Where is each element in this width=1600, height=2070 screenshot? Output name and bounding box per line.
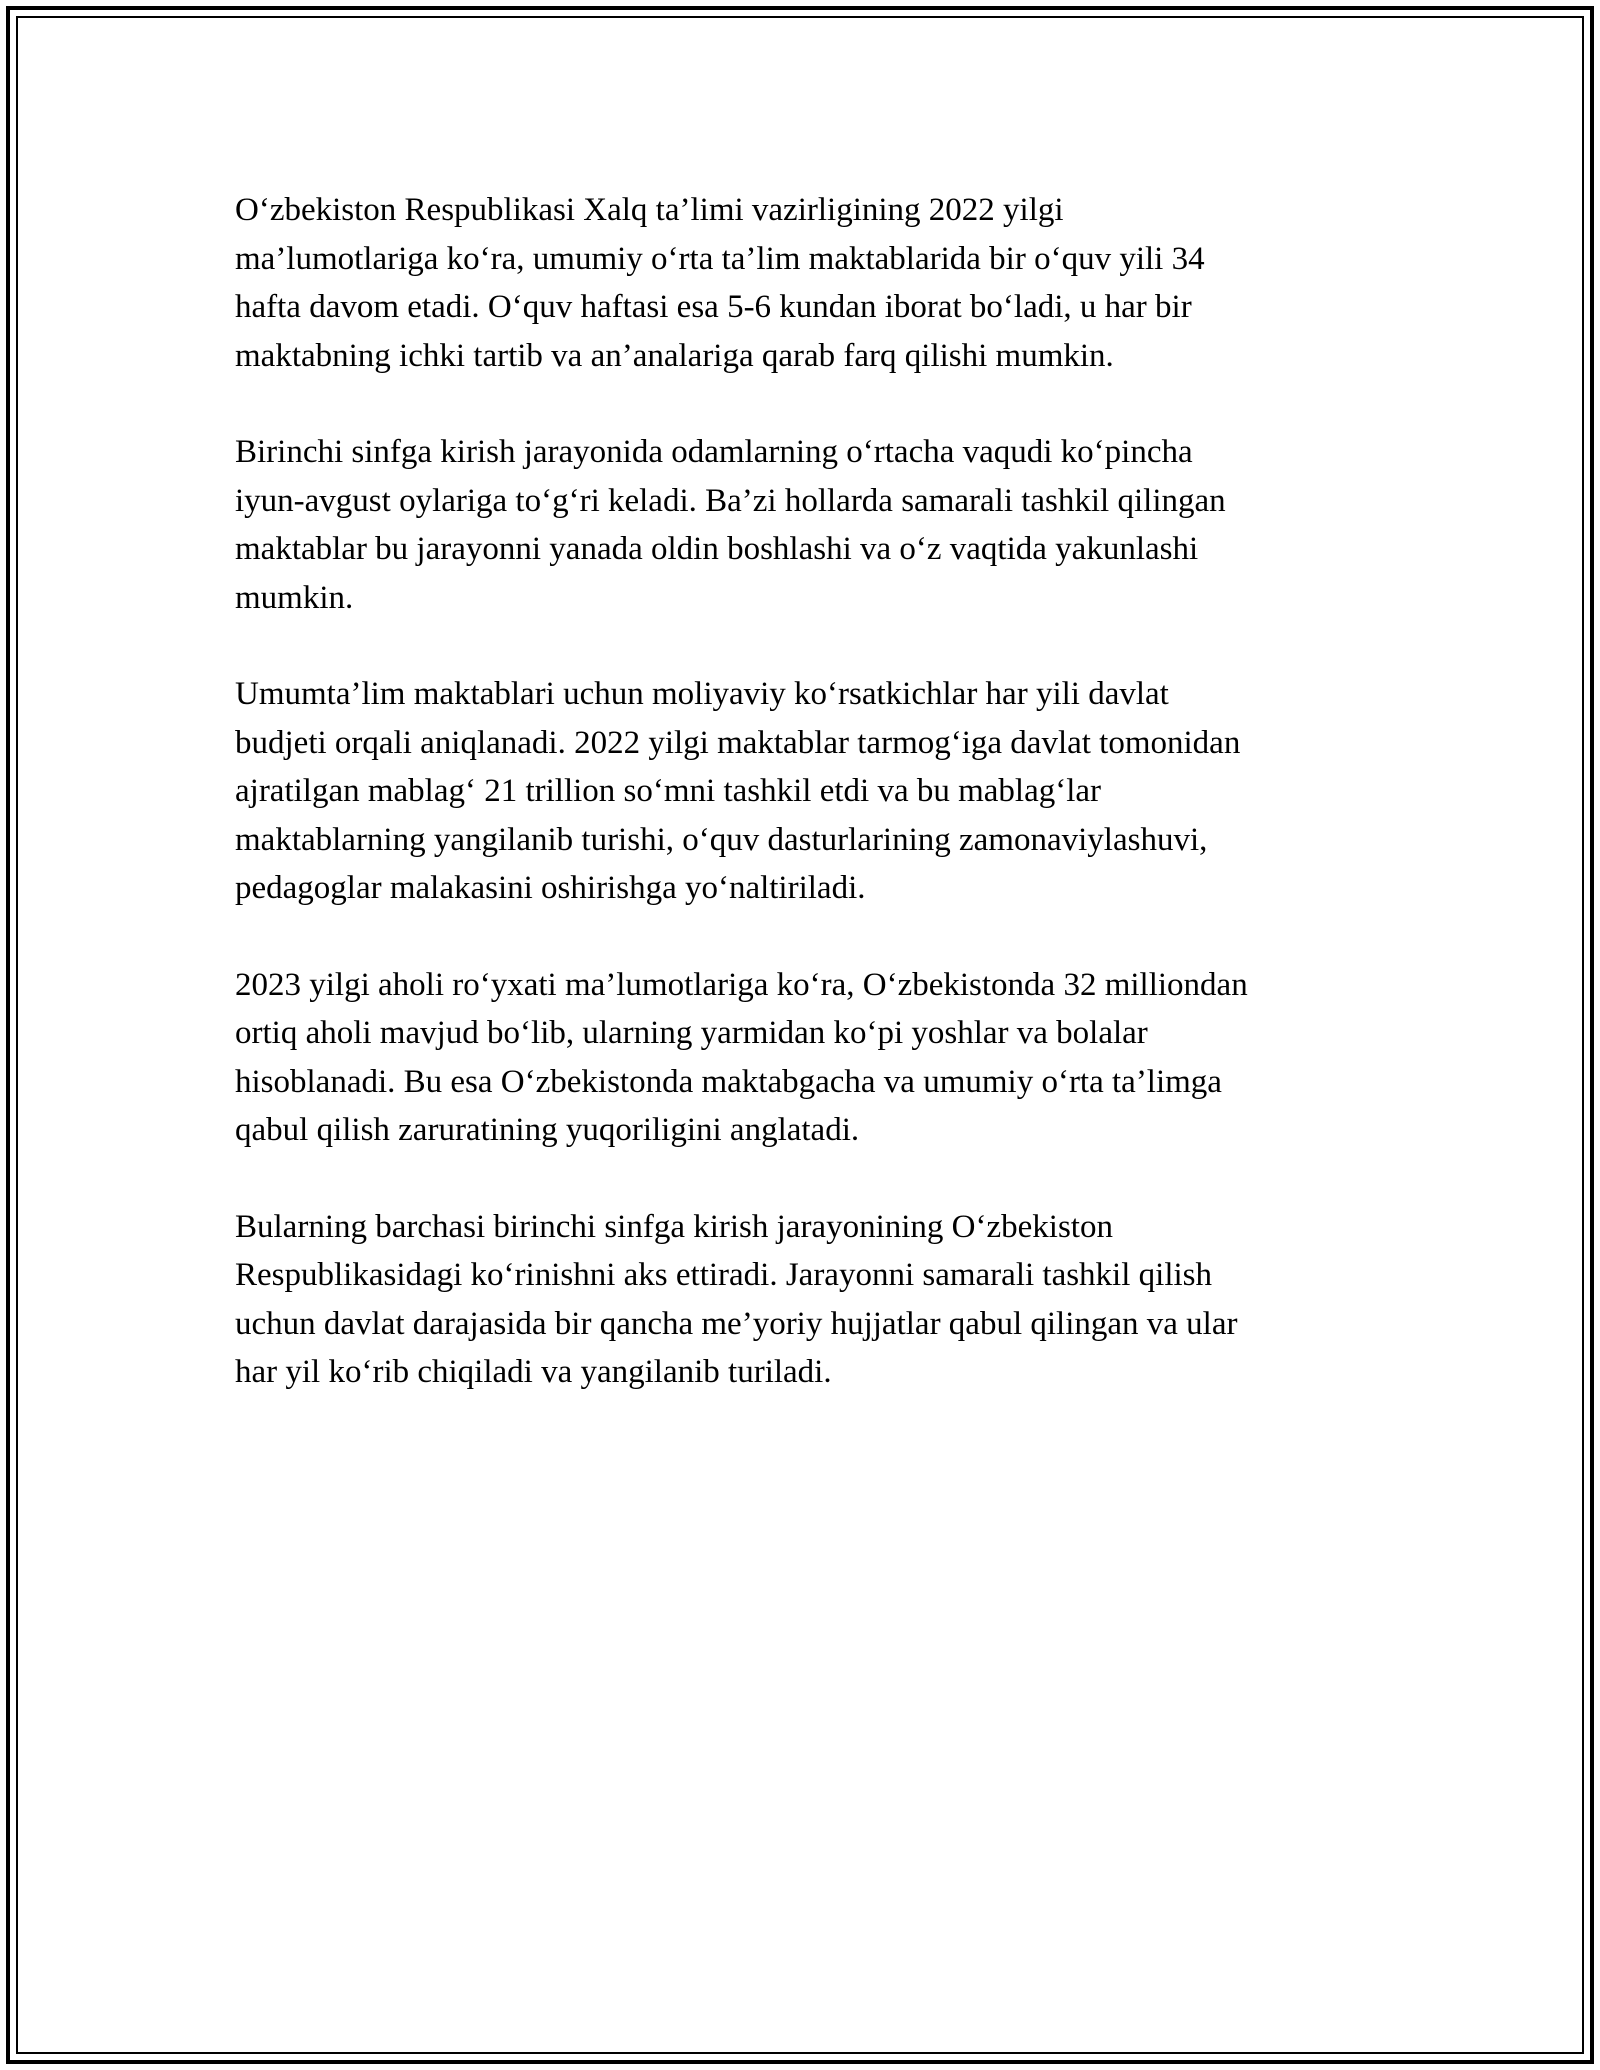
text-line: qabul qilish zaruratining yuqoriligini anglatadi.	[235, 1112, 860, 1148]
text-line: hafta davom etadi. O‘quv haftasi esa 5-6 kundan iborat bo‘ladi, u har bir	[235, 289, 1192, 325]
text-line: maktablar bu jarayonni yanada oldin boshlashi va o‘z vaqtida yakunlashi	[235, 531, 1199, 567]
text-line: Respublikasidagi ko‘rinishni aks ettiradi. Jarayonni samarali tashkil qilish	[235, 1257, 1212, 1293]
text-line: uchun davlat darajasida bir qancha me’yoriy hujjatlar qabul qilingan va ular	[235, 1305, 1238, 1342]
text-line: har yil ko‘rib chiqiladi va yangilanib turiladi.	[235, 1354, 832, 1390]
text-line: Umumta’lim maktablari uchun moliyaviy ko‘rsatkichlar har yili davlat	[235, 676, 1169, 712]
text-line: ajratilgan mablag‘ 21 trillion so‘mni tashkil etdi va bu mablag‘lar	[235, 773, 1102, 809]
text-line: maktablarning yangilanib turishi, o‘quv dasturlarining zamonaviylashuvi,	[235, 821, 1208, 858]
text-line: maktabning ichki tartib va an’analariga qarab farq qilishi mumkin.	[235, 337, 1114, 374]
paragraph-2	[235, 428, 1365, 622]
paragraph-4	[235, 961, 1365, 1155]
text-line: Birinchi sinfga kirish jarayonida odamlarning o‘rtacha vaqudi ko‘pincha	[235, 434, 1193, 470]
paragraph-3	[235, 670, 1365, 913]
text-line: pedagoglar malakasini oshirishga yo‘naltiriladi.	[235, 870, 866, 906]
paragraph-5	[235, 1203, 1365, 1397]
text-line: Bularning barchasi birinchi sinfga kirish jarayonining O‘zbekiston	[235, 1208, 1113, 1245]
text-line: budjeti orqali aniqlanadi. 2022 yilgi maktablar tarmog‘iga davlat tomonidan	[235, 724, 1241, 761]
text-line: mumkin.	[235, 579, 354, 616]
text-line: ortiq aholi mavjud bo‘lib, ularning yarmidan ko‘pi yoshlar va bolalar	[235, 1015, 1148, 1051]
text-line: 2023 yilgi aholi ro‘yxati ma’lumotlariga ko‘ra, O‘zbekistonda 32 milliondan	[235, 966, 1248, 1003]
document-body	[235, 186, 1365, 1445]
text-line: hisoblanadi. Bu esa O‘zbekistonda maktabgacha va umumiy o‘rta ta’limga	[235, 1063, 1222, 1100]
text-line: O‘zbekiston Respublikasi Xalq ta’limi vazirligining 2022 yilgi	[235, 192, 1064, 228]
paragraph-1	[235, 186, 1365, 380]
text-line: iyun-avgust oylariga to‘g‘ri keladi. Ba’zi hollarda samarali tashkil qilingan	[235, 482, 1226, 519]
text-line: ma’lumotlariga ko‘ra, umumiy o‘rta ta’lim maktablarida bir o‘quv yili 34	[235, 240, 1205, 277]
